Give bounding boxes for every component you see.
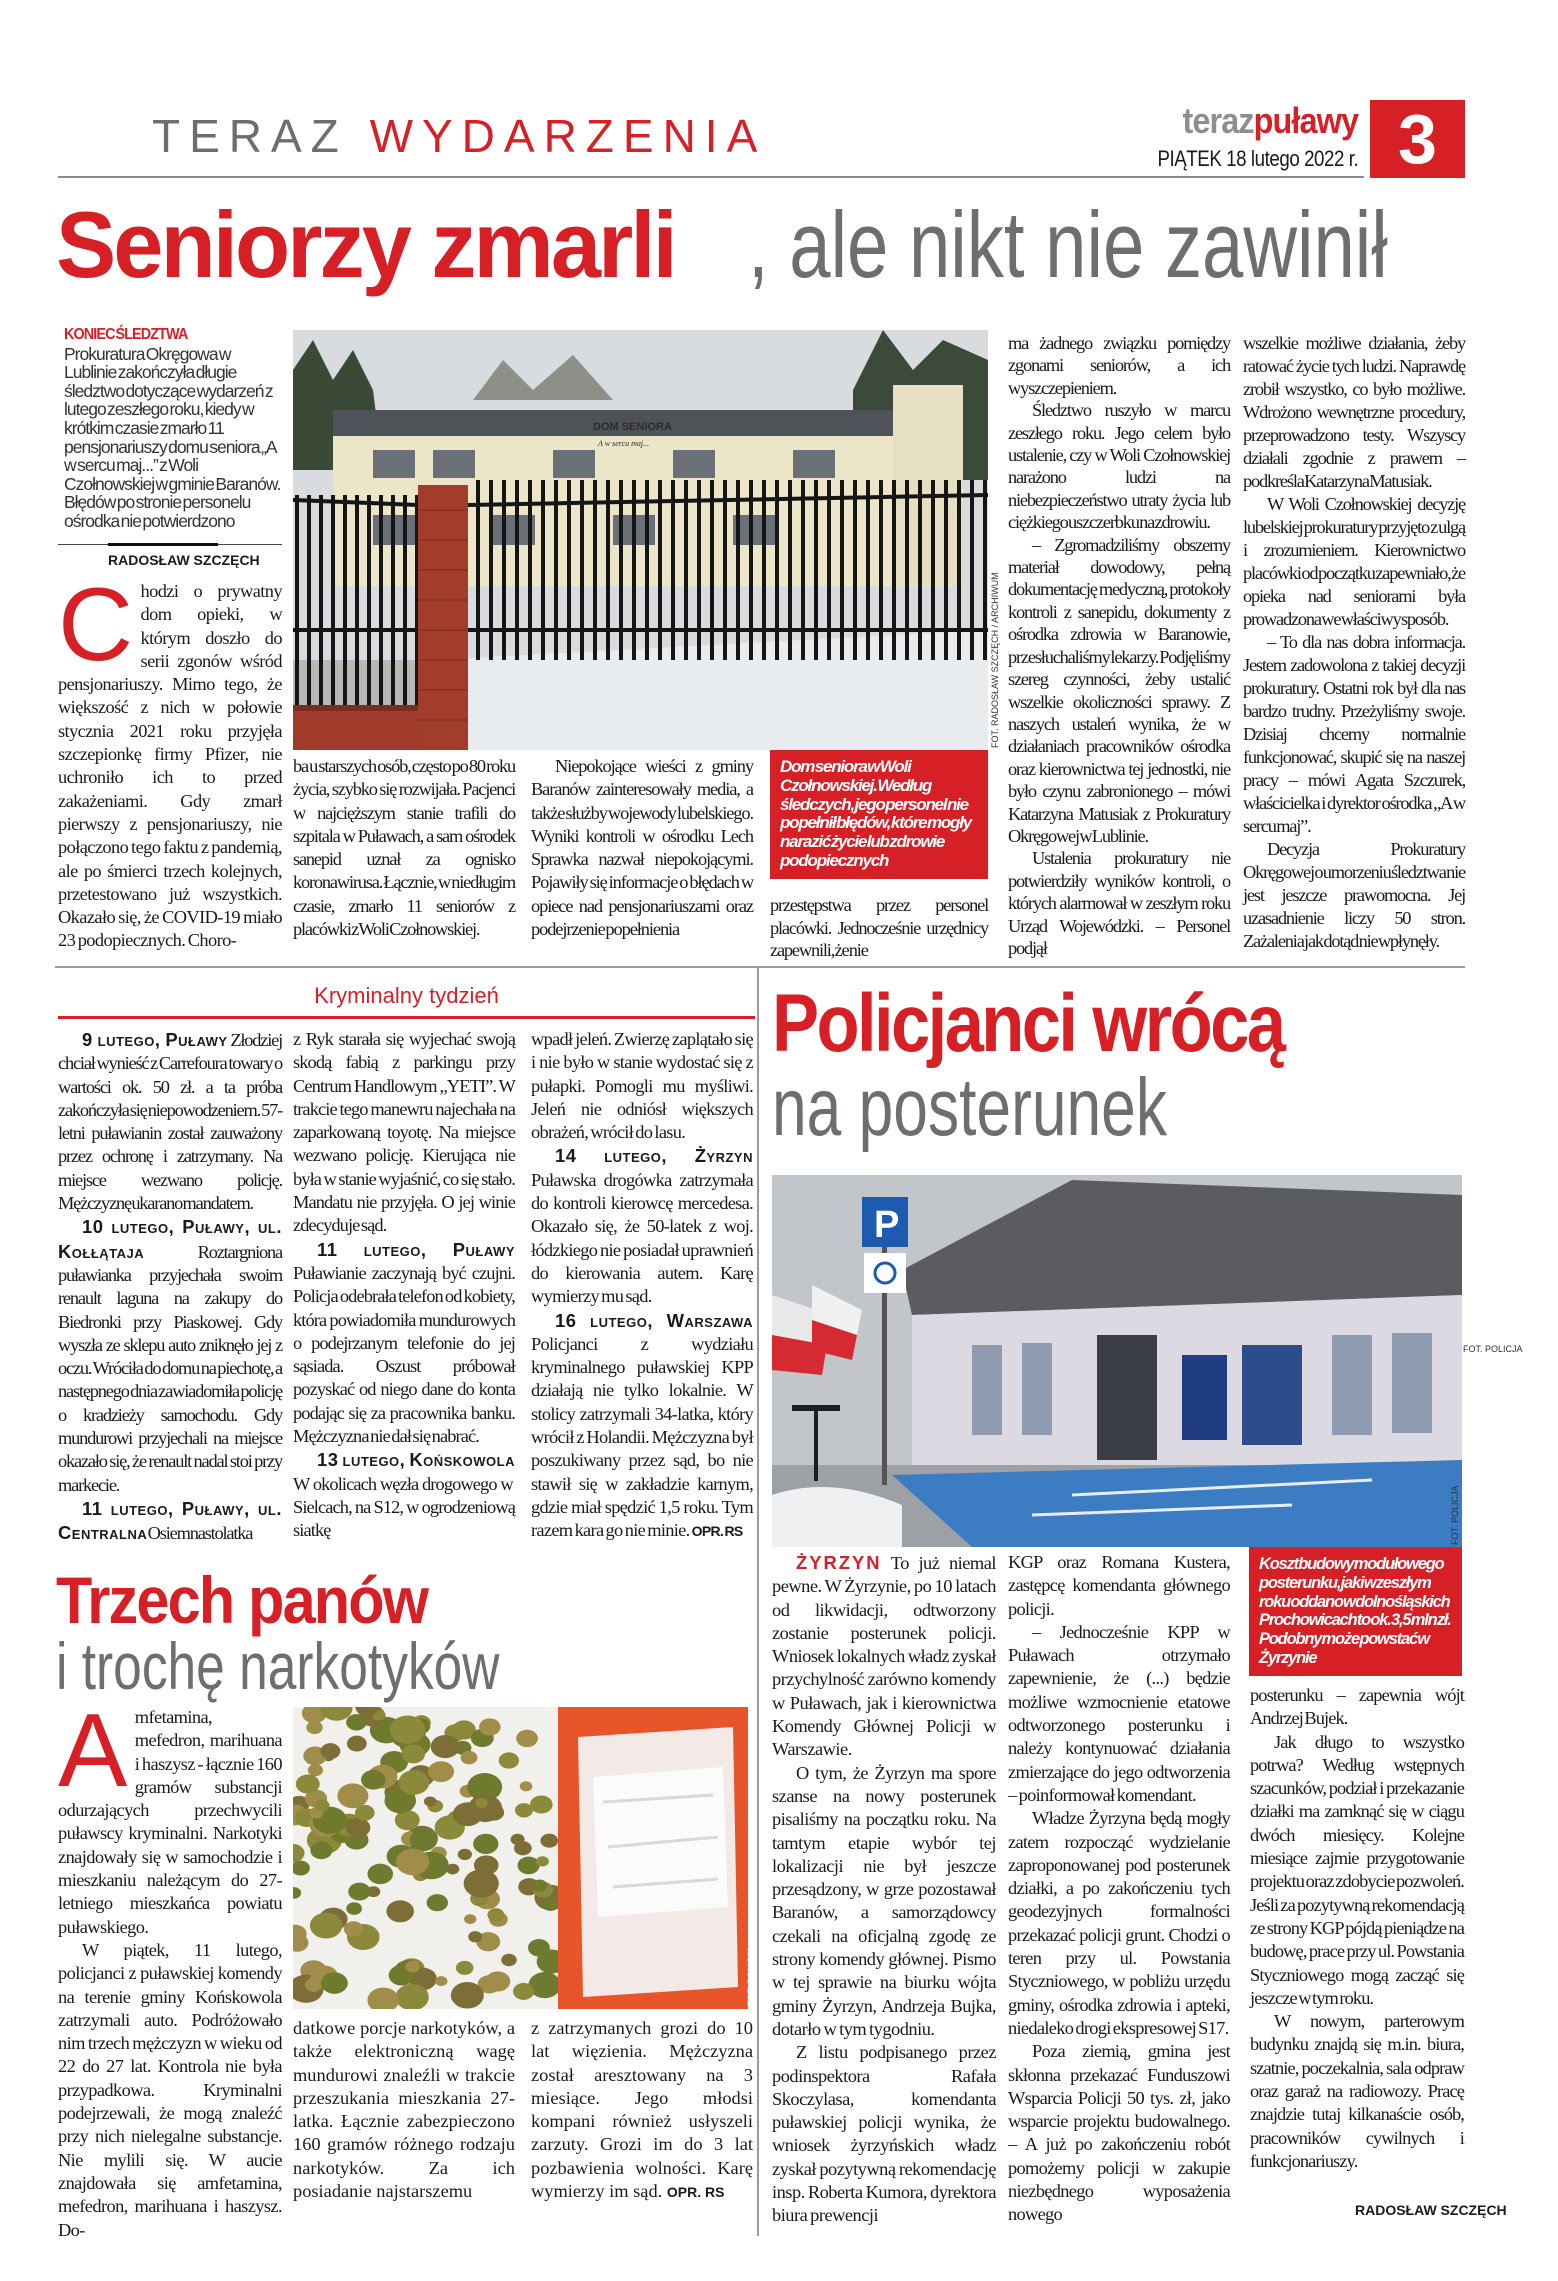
paragraph-text: Policjanci z wydziału kryminalnego puławskiej KPP działają nie tylko lokalnie. W stolicy zatrzymali 34-latka, który wrócił z Holandii. Mężczyzna był poszukiwany przez sąd, bo nie stawił się w zakładzie karnym, gdzie miał spędzić 1,5 roku. Tym razem kara go nie minie. xyxy=(531,1333,753,1541)
article2-column-1 xyxy=(772,1551,996,2228)
byline-rule xyxy=(58,544,282,545)
drop-cap: A xyxy=(58,1693,127,1809)
paragraph xyxy=(531,2017,753,2204)
article2-photo-caption: Koszt budowy modułowego posterunku, jaki w zeszłym roku oddano w dolnośląskich Prochowicach to ok. 3,5 mln zł. Podobny może powstać w Żyrzynie xyxy=(1249,1547,1462,1676)
article3-column-1 xyxy=(58,1693,282,2242)
article3-headline-line2: i trochę narkotyków xyxy=(56,1629,500,1703)
issue-date: PIĄTEK 18 lutego 2022 r. xyxy=(1157,146,1358,171)
paragraph-text: z zatrzymanych grozi do 10 lat więzienia. Mężczyzna został aresztowany na 3 miesiące. Jego młodsi kompani również usłyszeli zarzuty. Grozi im do 3 lat pozbawienia wolności. Karę wymierzy im sąd. xyxy=(531,2018,753,2202)
article2-headline-line1: Policjanci wrócą xyxy=(772,978,1284,1069)
paragraph xyxy=(58,567,282,953)
paragraph-text: To już niemal pewne. W Żyrzynie, po 10 latach od likwidacji, odtworzony zostanie posterunek policji. Wniosek lokalnych władz zyskał przychylność zarówno komendy w Puławach, jak i kierownictwa Komendy Głównej Policji w Warszawie. xyxy=(772,1553,996,1760)
paragraph: W Woli Czołnowskiej decyzję lubelskiej prokuratury przyjęto z ulgą i zrozumieniem. Kierownictwo placówki od początku zapewniało, że opieka nad seniorami była prowadzona we właściwy sposób. xyxy=(1243,494,1465,629)
article2-byline: RADOSŁAW SZCZĘCH xyxy=(1355,2202,1507,2218)
paragraph: ma żadnego związku pomiędzy zgonami seniorów, a ich wyszczepieniem. xyxy=(1008,333,1230,398)
paragraph xyxy=(531,1309,753,1544)
article1-photo-caption: Dom seniora w Woli Czołnowskiej. Według śledczych, jego personel nie popełnił błędów, które mogły narazić życie lub zdrowie podopiecznych xyxy=(770,750,988,879)
dateline: ŻYRZYN xyxy=(796,1552,882,1573)
article2-column-3 xyxy=(1250,1684,1464,2173)
crime-week-column-1 xyxy=(58,1028,282,1546)
drop-cap: C xyxy=(58,567,133,683)
paragraph: Jak długo to wszystko potrwa? Według wstępnych szacunków, podział i przekazanie działki ma zamknąć się w ciągu dwóch miesięcy. Kolejne miesiące zajmie przygotowanie projektu oraz zdobycie pozwoleń. Jeśli za pozytywną rekomendacją ze strony KGP pójdą pieniądze na budowę, prace przy ul. Powstania Styczniowego mogą zacząć się jeszcze w tym roku. xyxy=(1250,1731,1464,2008)
paragraph: – To dla nas dobra informacja. Jestem zadowolona z takiej decyzji prokuratury. Ostatni rok był dla nas bardzo trudny. Przeżyliśmy swoje. Dzisiaj chcemy normalnie funkcjonować, skupić się na naszej pracy – mówi Agata Szczurek, właścicielka i dyrektor ośrodka „A w sercu maj”. xyxy=(1243,632,1465,836)
paragraph: Śledztwo ruszyło w marcu zeszłego roku. Jego celem było ustalenie, czy w Woli Czołnowskiej narażono ludzi na niebezpieczeństwo utraty życia lub ciężkiego uszczerbku na zdrowiu. xyxy=(1008,400,1230,533)
article2-photo-credit: FOT. POLICJA xyxy=(1463,1344,1523,1354)
logo-part1: teraz xyxy=(1182,100,1254,141)
paragraph: z Ryk starała się wyjechać swoją skodą fabią z parkingu przy Centrum Handlowym „YETI”. W trakcie tego manewru najechała na zaparkowaną toyotę. Na miejsce wezwano policję. Kierująca nie była w stanie wyjaśnić, co się stało. Mandatu nie przyjęła. O jej winie zdecyduje sąd. xyxy=(293,1029,515,1236)
article1-column-3 xyxy=(531,755,753,941)
dateline: 10 lutego, Puławy, ul. Kołłątaja xyxy=(58,1216,282,1262)
paragraph xyxy=(772,1551,996,1762)
paragraph xyxy=(58,1693,282,1939)
paragraph-text: Złodziej chciał wynieść z Carrefoura towary o wartości ok. 50 zł. a ta próba zakończyła się niepowodzeniem. 57-letni puławianin został zauważony przez ochronę i zatrzymany. Na miejsce wezwano policję. Mężczyznę ukarano mandatem. xyxy=(58,1030,282,1214)
paragraph: – Zgromadziliśmy obszerny materiał dowodowy, pełną dokumentację medyczną, protokoły kontroli z sanepidu, dokumenty z ośrodka zdrowia w Baranowie, przesłuchaliśmy lekarzy. Podjęliśmy szereg czynności, żeby ustalić wszelkie okoliczności sprawy. Z naszych ustaleń wynika, że w działaniach pracowników ośrodka oraz kierownictwa tej jednostki, nie było czynu zabronionego – mówi Katarzyna Matusiak z Prokuratury Okręgowej w Lublinie. xyxy=(1008,534,1230,846)
paragraph-text: Roztargniona puławianka przyjechała swoim renault laguna na zakupy do Biedronki przy Piaskowej. Gdy wyszła ze sklepu auto zniknęło jej z oczu. Wróciła do domu na piechotę, a następnego dnia zawiadomiła policję o kradzieży samochodu. Gdy mundurowi przyjechali na miejsce okazało się, że renault nadal stoi przy markecie. xyxy=(58,1241,282,1495)
section-title-part2: WYDARZENIA xyxy=(369,110,767,162)
paragraph: O tym, że Żyrzyn ma spore szanse na nowy posterunek pisaliśmy na początku roku. Na tamtym etapie wybór tej lokalizacji nie był jeszcze przesądzony, w grze pozostawał Baranów, a samorządowcy czekali na oficjalną zgodę ze strony komendy głównej. Pismo w tej sprawie na biurku wójta gminy Żyrzyn, Andrzeja Bujka, dotarło w tym tygodniu. xyxy=(772,1762,996,2039)
paragraph: wpadł jeleń. Zwierzę zaplątało się i nie było w stanie wydostać się z pułapki. Pomogli mu myśliwi. Jeleń nie odniósł większych obrażeń, wrócił do lasu. xyxy=(531,1029,753,1143)
paragraph: przestępstwa przez personel placówki. Jednocześnie urzędnicy zapewnili, że nie xyxy=(770,895,988,961)
paragraph: W piątek, 11 lutego, policjanci z puławskiej komendy na terenie gminy Końskowola zatrzymali auto. Podróżowało nim trzech mężczyzn w wieku od 22 do 27 lat. Kontrola nie była przypadkowa. Kryminalni podejrzewali, że mogą znaleźć przy nich nielegalne substancje. Nie mylili się. W aucie znajdowała się amfetamina, mefedron, marihuana i haszysz. Do- xyxy=(58,1939,282,2240)
article1-kicker: KONIEC ŚLEDZTWA xyxy=(64,326,188,343)
section-title-part1: TERAZ xyxy=(152,110,348,162)
paragraph: posterunku – zapewnia wójt Andrzej Bujek. xyxy=(1250,1685,1464,1729)
article1-headline-red: Seniorzy zmarli xyxy=(56,192,675,297)
paragraph-text: Osiemnastolatka xyxy=(147,1523,253,1544)
article2-headline-line2: na posterunek xyxy=(772,1062,1167,1153)
dateline: 16 lutego, Warszawa xyxy=(555,1309,753,1331)
photo-sign-sub: A w sercu maj... xyxy=(598,439,650,448)
article1-column-2 xyxy=(293,755,515,941)
dateline: 14 lutego, Żyrzyn xyxy=(555,1145,753,1167)
article1-intro xyxy=(64,326,282,531)
paragraph xyxy=(58,1497,282,1546)
article3-column-3 xyxy=(531,2017,753,2204)
article1-headline-gray: , ale nikt nie zawinił xyxy=(748,192,1388,297)
paragraph xyxy=(531,1144,753,1308)
paragraph-text: mfetamina, mefedron, marihuana i haszysz - łącznie 160 gramów substancji odurzających przechwycili puławscy kryminalni. Narkotyki znajdowały się w samochodzie i mieszkaniu należącym do 27-letniego mieszkańca powiatu puławskiego. xyxy=(58,1707,282,1937)
police-station-photo xyxy=(772,1175,1462,1547)
logo-part2: puławy xyxy=(1253,100,1358,141)
paragraph: W nowym, parterowym budynku znajdą się m.in. biura, szatnie, poczekalnia, sala odpraw oraz garaż na radiowozy. Pracę znajdzie tutaj kilkanaście osób, pracowników cywilnych i funkcjonariuszy. xyxy=(1250,2011,1464,2171)
paragraph-text: Puławska drogówka zatrzymała do kontroli kierowcę mercedesa. Okazało się, że 50-latek z woj. łódzkiego nie posiadał uprawnień do kierowania autem. Karę wymierzy mu sąd. xyxy=(531,1169,753,1307)
article1-column-4 xyxy=(770,894,988,962)
paragraph-text: hodzi o prywatny dom opieki, w którym doszło do serii zgonów wśród pensjonariuszy. Mimo tego, że większość z nich w połowie stycznia 2021 roku przyjęła szczepionkę firmy Pfizer, nie uchroniło ich to przed zakażeniami. Gdy zmarł pierwszy z pensjonariuszy, nie połączono tego faktu z pandemią, ale po śmierci trzech kolejnych, przetestowano już wszystkich. Okazało się, że COVID-19 miało 23 podopiecznych. Choro- xyxy=(58,581,282,951)
article3-headline-line1: Trzech panów xyxy=(56,1563,428,1637)
article2-column-2 xyxy=(1008,1551,1230,2227)
page-number: 3 xyxy=(1370,100,1465,178)
dateline: 9 lutego, Puławy xyxy=(82,1029,228,1050)
crime-week-column-3 xyxy=(531,1028,753,1544)
newspaper-logo xyxy=(1182,100,1358,142)
paragraph xyxy=(293,1238,515,1449)
dateline: 11 lutego, Puławy, ul. Centralna xyxy=(58,1497,282,1544)
photo-sign: DOM SENIORA xyxy=(593,421,672,433)
parking-sign: P xyxy=(874,1204,900,1246)
dateline: 11 lutego, Puławy xyxy=(317,1238,515,1260)
paragraph-text: Puławianie zaczynają być czujni. Policja odebrała telefon od kobiety, która powiadomiła mundurowych o podejrzanym telefonie do jej sąsiada. Oszust próbował pozyskać od niego dane do konta podając się za pracownika banku. Mężczyzna nie dał się nabrać. xyxy=(293,1262,515,1447)
paragraph xyxy=(293,1448,515,1542)
crime-week-column-2 xyxy=(293,1028,515,1543)
paragraph: datkowe porcje narkotyków, a także elektroniczną wagę mundurowi znaleźli w trakcie przeszukania mieszkania 27-latka. Łącznie zabezpieczono 160 gramów różnego rodzaju narkotyków. Za ich posiadanie najstarszemu xyxy=(293,2018,515,2202)
article2-photo-credit-inner: FOT. POLICJA xyxy=(1450,1485,1460,1545)
paragraph: Poza ziemią, gmina jest skłonna przekazać Funduszowi Wsparcia Policji 50 tys. zł, jako wsparcie projektu budowalnego. – A już po zakończeniu robót pomożemy policji w zakupie niezbędnego wyposażenia nowego xyxy=(1008,2041,1230,2225)
paragraph: wszelkie możliwe działania, żeby ratować życie tych ludzi. Naprawdę zrobił wszystko, co było możliwe. Wdrożono wewnętrzne procedury, przeprowadzono testy. Wszyscy działali zgodnie z prawem – podkreśla Katarzyna Matusiak. xyxy=(1243,333,1465,491)
paragraph: ba u starszych osób, często po 80 roku życia, szybko się rozwijała. Pacjenci w najcięższym stanie trafili do szpitala w Puławach, a sam ośrodek sanepid uznał za ognisko koronawirusa. Łącznie, w niedługim czasie, zmarło 11 seniorów z placówki z Woli Czołnowskiej. xyxy=(293,756,515,940)
section-title xyxy=(152,108,766,164)
paragraph: Ustalenia prokuratury nie potwierdziły wyników kontroli, o których alarmował w zeszłym roku Urząd Wojewódzki. – Personel podjął xyxy=(1008,848,1230,958)
paragraph: – Jednocześnie KPP w Puławach otrzymało zapewnienie, że (...) będzie możliwe wzmocnienie etatowe odtworzonego posterunku i należy kontynuować działania zmierzające do jego odtworzenia – poinformował komendant. xyxy=(1008,1621,1230,1805)
crime-week-rule xyxy=(58,1016,755,1019)
header-rule xyxy=(58,176,1364,178)
nursing-home-photo xyxy=(293,330,988,750)
section-divider xyxy=(55,966,1465,968)
crime-week-label: Kryminalny tydzień xyxy=(314,983,499,1008)
author-signature: OPR. RS xyxy=(666,2184,725,2201)
article1-column-5 xyxy=(1008,332,1230,959)
article1-photo-credit: FOT. RADOSŁAW SZCZĘCH / ARCHIWUM xyxy=(990,572,1000,748)
paragraph xyxy=(58,1028,282,1215)
author-signature: OPR. RS xyxy=(691,1523,743,1540)
paragraph: KGP oraz Romana Kustera, zastępcę komendanta głównego policji. xyxy=(1008,1552,1230,1619)
paragraph: Niepokojące wieści z gminy Baranów zainteresowały media, a także służby wojewody lubelskiego. Wyniki kontroli w ośrodku Lech Sprawka nazwał niepokojącymi. Pojawiły się informacje o błędach w opiece nad pensjonariuszami oraz podejrzenie popełnienia xyxy=(531,756,753,940)
article1-column-1 xyxy=(58,567,282,953)
paragraph: Z listu podpisanego przez podinspektora Rafała Skoczylasa, komendanta puławskiej policji wynika, że wniosek żyrzyńskich władz zyskał pozytywną rekomendację insp. Roberta Kumora, dyrektora biura prewencji xyxy=(772,2042,996,2226)
dateline: 13 lutego, Końskowola xyxy=(317,1449,515,1471)
paragraph: Władze Żyrzyna będą mogły zatem rozpocząć wydzielanie zaproponowanej pod posterunek działki, a po zakończeniu tych geodezyjnych formalności przekazać policji grunt. Chodzi o teren przy ul. Powstania Styczniowego, w pobliżu urzędu gminy, ośrodka zdrowia i apteki, niedaleko drogi ekspresowej S17. xyxy=(1008,1808,1230,2038)
column-divider xyxy=(757,966,759,2236)
article3-column-2 xyxy=(293,2017,515,2203)
drugs-photo xyxy=(293,1707,748,2009)
paragraph xyxy=(58,1215,282,1497)
article3-photo-credit: FOT. POLICJA xyxy=(746,1946,756,2006)
article1-lead: Prokuratura Okręgowa w Lublinie zakończyła długie śledztwo dotyczące wydarzeń z lutego zeszłego roku, kiedy w krótkim czasie zmarło 11 pensjonariuszy domu seniora „A w sercu maj...” z Woli Czołnowskiej w gminie Baranów. Błędów po stronie personelu ośrodka nie potwierdzono xyxy=(64,343,281,531)
paragraph-text: W okolicach węzła drogowego w Sielcach, na S12, w ogrodzeniową siatkę xyxy=(293,1473,515,1541)
article1-byline: RADOSŁAW SZCZĘCH xyxy=(108,552,260,568)
paragraph: Decyzja Prokuratury Okręgowej o umorzeniu śledztwa nie jest jeszcze prawomocna. Jej uzasadnienie liczy 50 stron. Zażalenia jak dotąd nie wpłynęły. xyxy=(1243,839,1465,951)
article1-column-6 xyxy=(1243,332,1465,953)
